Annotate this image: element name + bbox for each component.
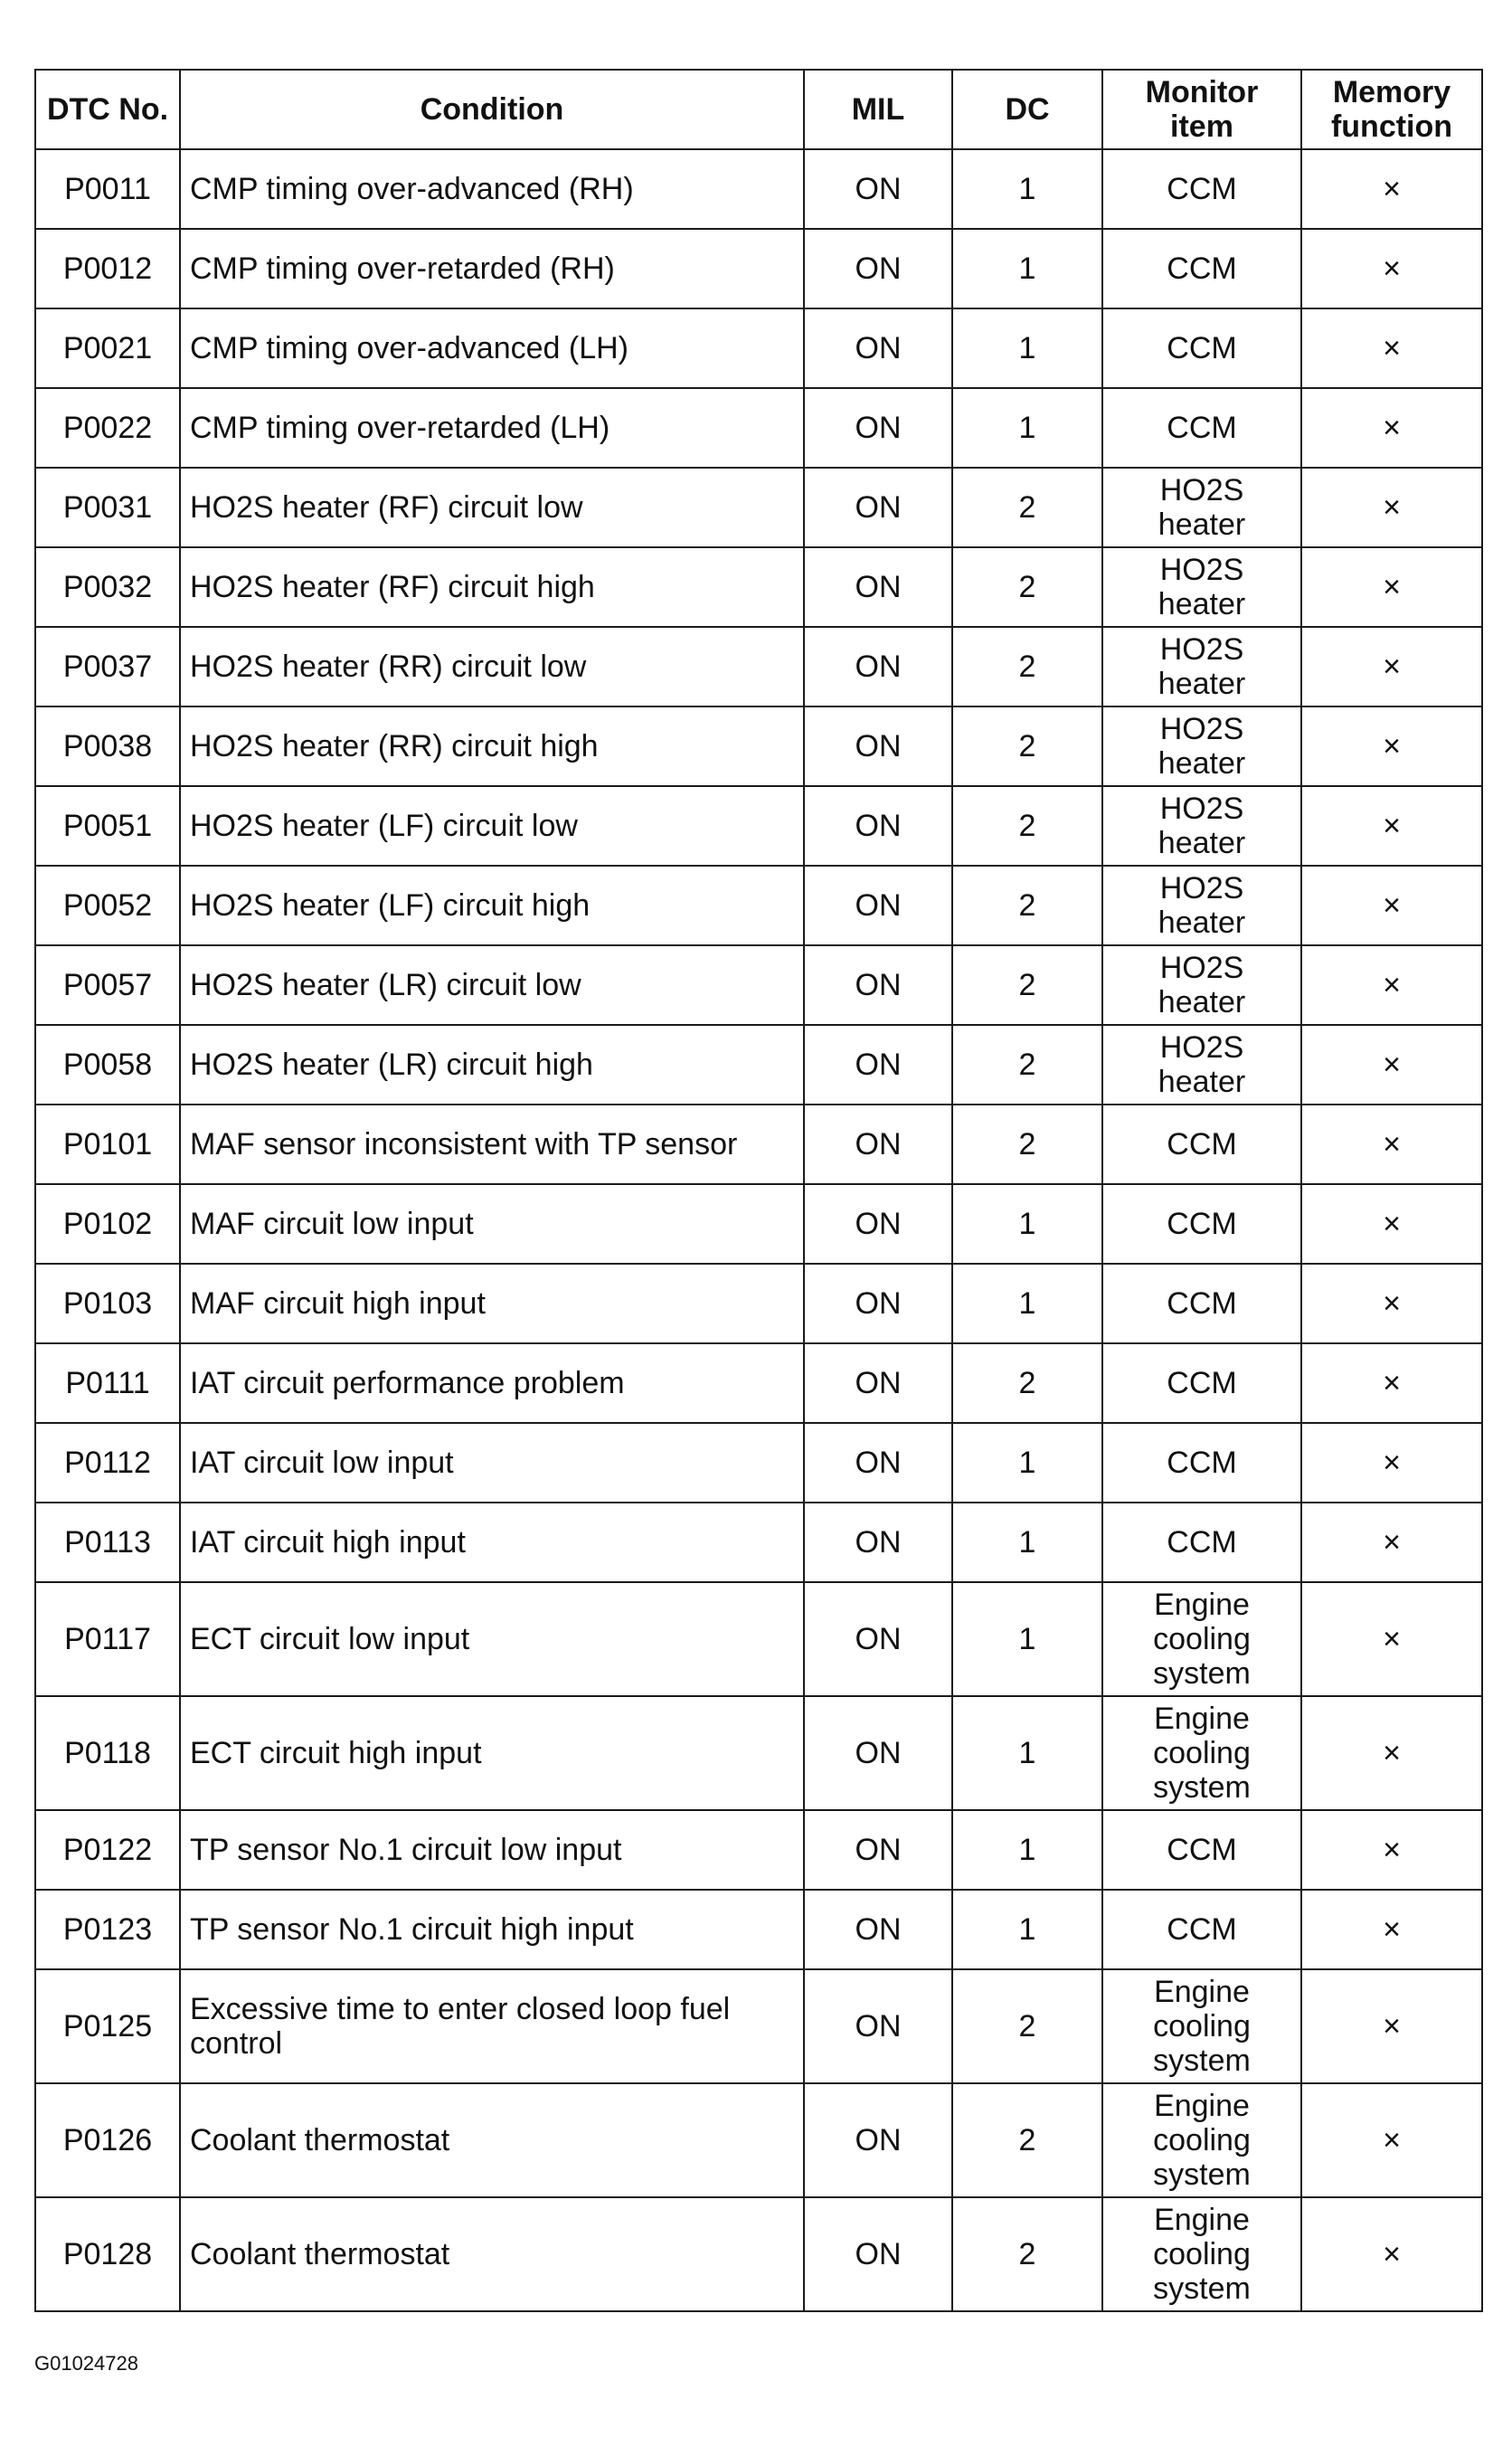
cell-mil: ON — [804, 786, 952, 866]
table-row — [35, 1503, 1482, 1582]
monitor-item-line: system — [1153, 1656, 1251, 1691]
cell-dc: 1 — [952, 1264, 1102, 1343]
cell-memory-function: × — [1301, 547, 1482, 627]
table-body — [35, 149, 1482, 2311]
cell-condition: Coolant thermostat — [180, 2197, 804, 2311]
cell-mil: ON — [804, 1582, 952, 1696]
cell-dc: 1 — [952, 149, 1102, 229]
cell-dc: 2 — [952, 2197, 1102, 2311]
cell-memory-function: × — [1301, 468, 1482, 547]
monitor-item-line: Engine — [1154, 2203, 1250, 2237]
cell-monitor-item — [1102, 1810, 1301, 1890]
cell-monitor-item — [1102, 1105, 1301, 1184]
cell-memory-function: × — [1301, 1810, 1482, 1890]
table-row — [35, 2197, 1482, 2311]
table-row — [35, 547, 1482, 627]
cell-dc: 2 — [952, 468, 1102, 547]
cell-memory-function: × — [1301, 1184, 1482, 1264]
cell-memory-function: × — [1301, 1025, 1482, 1105]
cell-condition: CMP timing over-advanced (LH) — [180, 308, 804, 388]
cell-monitor-item — [1102, 308, 1301, 388]
cell-monitor-item — [1102, 1025, 1301, 1105]
cell-mil: ON — [804, 388, 952, 468]
cell-monitor-item — [1102, 706, 1301, 786]
cell-condition: CMP timing over-retarded (LH) — [180, 388, 804, 468]
cell-memory-function: × — [1301, 706, 1482, 786]
cell-dtc: P0103 — [35, 1264, 180, 1343]
monitor-item-line: HO2S — [1159, 792, 1244, 826]
monitor-item-line: heater — [1158, 985, 1246, 1019]
monitor-item-line: heater — [1158, 826, 1246, 860]
cell-monitor-item — [1102, 866, 1301, 945]
cell-monitor-item — [1102, 786, 1301, 866]
monitor-item-line: CCM — [1167, 1127, 1237, 1162]
cell-dtc: P0011 — [35, 149, 180, 229]
cell-dc: 1 — [952, 229, 1102, 308]
header-monitor-line1: Monitor — [1145, 75, 1259, 109]
header-memory-line2: function — [1330, 109, 1453, 144]
cell-dtc: P0128 — [35, 2197, 180, 2311]
monitor-item-line: cooling — [1153, 2123, 1251, 2157]
cell-condition: HO2S heater (RF) circuit low — [180, 468, 804, 547]
cell-condition: HO2S heater (LF) circuit high — [180, 866, 804, 945]
cell-memory-function: × — [1301, 1264, 1482, 1343]
cell-mil: ON — [804, 1696, 952, 1810]
cell-dc: 1 — [952, 1890, 1102, 1969]
header-monitor-line2: item — [1170, 109, 1233, 144]
cell-mil: ON — [804, 1969, 952, 2083]
cell-dtc: P0118 — [35, 1696, 180, 1810]
cell-mil: ON — [804, 468, 952, 547]
header-monitor-item — [1102, 70, 1301, 149]
cell-condition: ECT circuit low input — [180, 1582, 804, 1696]
header-memory-line1: Memory — [1332, 75, 1451, 109]
cell-dtc: P0057 — [35, 945, 180, 1025]
monitor-item-line: HO2S — [1159, 1030, 1244, 1065]
cell-mil: ON — [804, 1423, 952, 1503]
monitor-item-line: HO2S — [1159, 632, 1244, 667]
cell-dtc: P0122 — [35, 1810, 180, 1890]
cell-memory-function: × — [1301, 945, 1482, 1025]
cell-dtc: P0126 — [35, 2083, 180, 2197]
table-row — [35, 1184, 1482, 1264]
header-row — [35, 70, 1482, 149]
cell-dc: 2 — [952, 1969, 1102, 2083]
monitor-item-line: CCM — [1167, 251, 1237, 286]
cell-memory-function: × — [1301, 1969, 1482, 2083]
cell-dtc: P0037 — [35, 627, 180, 706]
monitor-item-line: system — [1153, 1770, 1251, 1805]
cell-dtc: P0125 — [35, 1969, 180, 2083]
cell-condition: HO2S heater (RF) circuit high — [180, 547, 804, 627]
table-row — [35, 1582, 1482, 1696]
monitor-item-line: Engine — [1154, 1588, 1250, 1622]
cell-mil: ON — [804, 308, 952, 388]
table-row — [35, 308, 1482, 388]
cell-monitor-item — [1102, 388, 1301, 468]
cell-mil: ON — [804, 1105, 952, 1184]
monitor-item-line: heater — [1158, 667, 1246, 701]
cell-memory-function: × — [1301, 2197, 1482, 2311]
cell-dc: 2 — [952, 786, 1102, 866]
monitor-item-line: CCM — [1167, 1833, 1237, 1867]
cell-memory-function: × — [1301, 1423, 1482, 1503]
cell-monitor-item — [1102, 1264, 1301, 1343]
monitor-item-line: Engine — [1154, 2089, 1250, 2123]
monitor-item-line: heater — [1158, 906, 1246, 940]
cell-memory-function: × — [1301, 149, 1482, 229]
monitor-item-line: HO2S — [1159, 951, 1244, 985]
cell-dtc: P0038 — [35, 706, 180, 786]
cell-monitor-item — [1102, 1969, 1301, 2083]
cell-mil: ON — [804, 1890, 952, 1969]
cell-monitor-item — [1102, 547, 1301, 627]
cell-memory-function: × — [1301, 388, 1482, 468]
cell-mil: ON — [804, 149, 952, 229]
cell-memory-function: × — [1301, 786, 1482, 866]
cell-condition: CMP timing over-retarded (RH) — [180, 229, 804, 308]
cell-mil: ON — [804, 1184, 952, 1264]
monitor-item-line: system — [1153, 2271, 1251, 2306]
cell-condition: IAT circuit low input — [180, 1423, 804, 1503]
cell-dc: 1 — [952, 1696, 1102, 1810]
cell-dc: 1 — [952, 1423, 1102, 1503]
cell-dc: 1 — [952, 1503, 1102, 1582]
cell-monitor-item — [1102, 149, 1301, 229]
cell-mil: ON — [804, 945, 952, 1025]
table-row — [35, 627, 1482, 706]
cell-condition: HO2S heater (RR) circuit low — [180, 627, 804, 706]
cell-monitor-item — [1102, 1890, 1301, 1969]
header-dtc: DTC No. — [35, 70, 180, 149]
monitor-item-line: cooling — [1153, 1622, 1251, 1656]
cell-dtc: P0022 — [35, 388, 180, 468]
cell-dc: 2 — [952, 1105, 1102, 1184]
dtc-table — [34, 69, 1483, 2312]
cell-dc: 1 — [952, 388, 1102, 468]
monitor-item-line: CCM — [1167, 1525, 1237, 1560]
monitor-item-line: CCM — [1167, 1446, 1237, 1480]
cell-monitor-item — [1102, 1343, 1301, 1423]
cell-monitor-item — [1102, 2197, 1301, 2311]
cell-mil: ON — [804, 1503, 952, 1582]
cell-dc: 1 — [952, 1810, 1102, 1890]
cell-dtc: P0052 — [35, 866, 180, 945]
monitor-item-line: HO2S — [1159, 473, 1244, 507]
monitor-item-line: HO2S — [1159, 553, 1244, 587]
cell-dtc: P0051 — [35, 786, 180, 866]
cell-mil: ON — [804, 627, 952, 706]
cell-memory-function: × — [1301, 627, 1482, 706]
cell-dtc: P0111 — [35, 1343, 180, 1423]
header-condition: Condition — [180, 70, 804, 149]
table-row — [35, 2083, 1482, 2197]
monitor-item-line: cooling — [1153, 1736, 1251, 1770]
cell-dtc: P0113 — [35, 1503, 180, 1582]
header-mil: MIL — [804, 70, 952, 149]
cell-memory-function: × — [1301, 1890, 1482, 1969]
cell-condition: IAT circuit performance problem — [180, 1343, 804, 1423]
cell-memory-function: × — [1301, 1105, 1482, 1184]
cell-monitor-item — [1102, 229, 1301, 308]
cell-dtc: P0021 — [35, 308, 180, 388]
table-row — [35, 786, 1482, 866]
table-row — [35, 1810, 1482, 1890]
monitor-item-line: HO2S — [1159, 871, 1244, 906]
figure-id: G01024728 — [34, 2352, 138, 2375]
table-row — [35, 1343, 1482, 1423]
cell-dtc: P0112 — [35, 1423, 180, 1503]
cell-dtc: P0012 — [35, 229, 180, 308]
table-row — [35, 1890, 1482, 1969]
monitor-item-line: heater — [1158, 507, 1246, 542]
cell-condition: MAF circuit low input — [180, 1184, 804, 1264]
table-row — [35, 866, 1482, 945]
cell-memory-function: × — [1301, 1343, 1482, 1423]
monitor-item-line: cooling — [1153, 2237, 1251, 2271]
cell-condition: IAT circuit high input — [180, 1503, 804, 1582]
table-row — [35, 1105, 1482, 1184]
table-row — [35, 229, 1482, 308]
cell-memory-function: × — [1301, 1582, 1482, 1696]
table-row — [35, 1264, 1482, 1343]
monitor-item-line: heater — [1158, 746, 1246, 781]
monitor-item-line: heater — [1158, 1065, 1246, 1099]
cell-memory-function: × — [1301, 1503, 1482, 1582]
cell-dc: 1 — [952, 1582, 1102, 1696]
cell-dc: 2 — [952, 627, 1102, 706]
cell-monitor-item — [1102, 468, 1301, 547]
cell-memory-function: × — [1301, 1696, 1482, 1810]
monitor-item-line: CCM — [1167, 1286, 1237, 1321]
table-row — [35, 945, 1482, 1025]
cell-monitor-item — [1102, 945, 1301, 1025]
cell-condition: MAF circuit high input — [180, 1264, 804, 1343]
cell-monitor-item — [1102, 2083, 1301, 2197]
cell-condition: Excessive time to enter closed loop fuel control — [180, 1969, 804, 2083]
monitor-item-line: CCM — [1167, 1366, 1237, 1400]
cell-mil: ON — [804, 706, 952, 786]
cell-dc: 2 — [952, 547, 1102, 627]
table-row — [35, 1423, 1482, 1503]
monitor-item-line: CCM — [1167, 331, 1237, 365]
cell-condition: HO2S heater (LR) circuit high — [180, 1025, 804, 1105]
cell-memory-function: × — [1301, 866, 1482, 945]
cell-dc: 1 — [952, 308, 1102, 388]
monitor-item-line: CCM — [1167, 1912, 1237, 1947]
cell-dc: 2 — [952, 1343, 1102, 1423]
table-row — [35, 468, 1482, 547]
cell-mil: ON — [804, 229, 952, 308]
cell-mil: ON — [804, 2083, 952, 2197]
cell-memory-function: × — [1301, 308, 1482, 388]
cell-dtc: P0031 — [35, 468, 180, 547]
cell-monitor-item — [1102, 627, 1301, 706]
cell-mil: ON — [804, 2197, 952, 2311]
cell-memory-function: × — [1301, 229, 1482, 308]
table-row — [35, 1696, 1482, 1810]
cell-condition: HO2S heater (LF) circuit low — [180, 786, 804, 866]
cell-dtc: P0032 — [35, 547, 180, 627]
header-memory-function — [1301, 70, 1482, 149]
cell-condition: HO2S heater (LR) circuit low — [180, 945, 804, 1025]
table-row — [35, 706, 1482, 786]
cell-condition: HO2S heater (RR) circuit high — [180, 706, 804, 786]
header-dc: DC — [952, 70, 1102, 149]
monitor-item-line: system — [1153, 2157, 1251, 2192]
cell-dtc: P0123 — [35, 1890, 180, 1969]
table-row — [35, 388, 1482, 468]
cell-dc: 2 — [952, 1025, 1102, 1105]
cell-mil: ON — [804, 866, 952, 945]
monitor-item-line: HO2S — [1159, 712, 1244, 746]
monitor-item-line: CCM — [1167, 411, 1237, 445]
cell-monitor-item — [1102, 1503, 1301, 1582]
cell-mil: ON — [804, 1264, 952, 1343]
monitor-item-line: system — [1153, 2043, 1251, 2078]
cell-dc: 2 — [952, 866, 1102, 945]
monitor-item-line: heater — [1158, 587, 1246, 621]
monitor-item-line: cooling — [1153, 2009, 1251, 2043]
cell-condition: CMP timing over-advanced (RH) — [180, 149, 804, 229]
table-row — [35, 149, 1482, 229]
cell-monitor-item — [1102, 1582, 1301, 1696]
cell-monitor-item — [1102, 1423, 1301, 1503]
monitor-item-line: Engine — [1154, 1975, 1250, 2009]
cell-condition: ECT circuit high input — [180, 1696, 804, 1810]
cell-dc: 2 — [952, 2083, 1102, 2197]
table-row — [35, 1969, 1482, 2083]
cell-monitor-item — [1102, 1184, 1301, 1264]
monitor-item-line: CCM — [1167, 1207, 1237, 1241]
monitor-item-line: CCM — [1167, 172, 1237, 206]
cell-mil: ON — [804, 1810, 952, 1890]
cell-monitor-item — [1102, 1696, 1301, 1810]
cell-condition: Coolant thermostat — [180, 2083, 804, 2197]
monitor-item-line: Engine — [1154, 1702, 1250, 1736]
cell-dtc: P0102 — [35, 1184, 180, 1264]
cell-dtc: P0058 — [35, 1025, 180, 1105]
cell-memory-function: × — [1301, 2083, 1482, 2197]
cell-dc: 2 — [952, 945, 1102, 1025]
cell-condition: MAF sensor inconsistent with TP sensor — [180, 1105, 804, 1184]
cell-mil: ON — [804, 1343, 952, 1423]
cell-mil: ON — [804, 547, 952, 627]
cell-dtc: P0117 — [35, 1582, 180, 1696]
cell-dc: 2 — [952, 706, 1102, 786]
cell-condition: TP sensor No.1 circuit low input — [180, 1810, 804, 1890]
table-row — [35, 1025, 1482, 1105]
cell-mil: ON — [804, 1025, 952, 1105]
cell-condition: TP sensor No.1 circuit high input — [180, 1890, 804, 1969]
cell-dc: 1 — [952, 1184, 1102, 1264]
cell-dtc: P0101 — [35, 1105, 180, 1184]
